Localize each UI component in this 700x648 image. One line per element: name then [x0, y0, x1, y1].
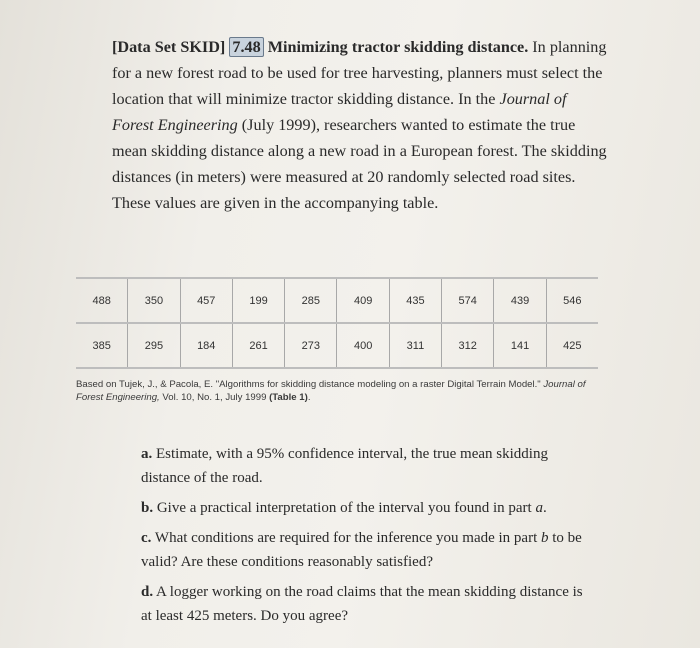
table-cell: 457 [180, 278, 232, 323]
citation-journal: Journal of Forest Engineering, [76, 379, 586, 403]
problem-text-1: In planning for a new forest road to be used for tree harvesting, planners must select the location that will minimize tractor skidding distance. In the [112, 38, 607, 108]
table-cell: 574 [442, 278, 494, 323]
table-row [76, 323, 598, 368]
question-text: Give a practical interpretation of the interval you found in part [156, 500, 532, 516]
table-cell: 439 [494, 278, 546, 323]
question-list [141, 442, 591, 634]
problem-statement [112, 34, 612, 216]
table-cell: 273 [285, 323, 337, 368]
table-cell: 184 [180, 323, 232, 368]
citation-prefix: Based on Tujek, J., & Pacola, E. "Algorithms for skidding distance modeling on a raster Digital Terrain Model." [76, 379, 541, 390]
table-cell: 312 [442, 323, 494, 368]
table-cell: 311 [389, 323, 441, 368]
question-label: d. [141, 584, 154, 600]
part-reference: b [541, 530, 549, 546]
table-cell: 435 [389, 278, 441, 323]
table-cell: 488 [76, 278, 128, 323]
question-a [141, 442, 591, 490]
table-cell: 295 [128, 323, 180, 368]
skidding-distance-table [76, 277, 598, 369]
question-label: b. [141, 500, 154, 516]
table-cell: 546 [546, 278, 598, 323]
question-end: . [542, 500, 547, 516]
question-b [141, 496, 591, 520]
source-citation [76, 378, 596, 404]
citation-table-ref: (Table 1) [269, 392, 308, 403]
table-cell: 385 [76, 323, 128, 368]
table-cell: 141 [494, 323, 546, 368]
journal-name: Journal of Forest Engineering [112, 90, 567, 134]
citation-details: Vol. 10, No. 1, July 1999 [162, 392, 267, 403]
table-cell: 285 [285, 278, 337, 323]
question-c [141, 526, 591, 574]
table-cell: 350 [128, 278, 180, 323]
question-text: What conditions are required for the inference you made in part [154, 530, 538, 546]
table-cell: 261 [232, 323, 284, 368]
exercise-title: Minimizing tractor skidding distance. [267, 38, 529, 56]
table-cell: 425 [546, 323, 598, 368]
part-reference: a [535, 500, 543, 516]
table-row [76, 278, 598, 323]
problem-text-2: (July 1999), researchers wanted to estimate the true mean skidding distance along a new road in a European forest. The skidding distances (in meters) were measured at 20 randomly selected road sites. These values are given in the accompanying table. [112, 116, 607, 212]
question-label: a. [141, 446, 153, 462]
table-cell: 400 [337, 323, 389, 368]
question-d [141, 580, 591, 628]
question-text: Estimate, with a 95% confidence interval, the true mean skidding distance of the road. [141, 446, 548, 486]
table-cell: 409 [337, 278, 389, 323]
question-text-continued: to be valid? Are these conditions reasonably satisfied? [141, 530, 582, 570]
citation-suffix: . [307, 392, 311, 403]
question-label: c. [141, 530, 152, 546]
question-text: A logger working on the road claims that the mean skidding distance is at least 425 meters. Do you agree? [141, 584, 583, 624]
exercise-number: 7.48 [229, 37, 263, 57]
table-cell: 199 [232, 278, 284, 323]
data-set-tag: [Data Set SKID] [112, 38, 226, 56]
